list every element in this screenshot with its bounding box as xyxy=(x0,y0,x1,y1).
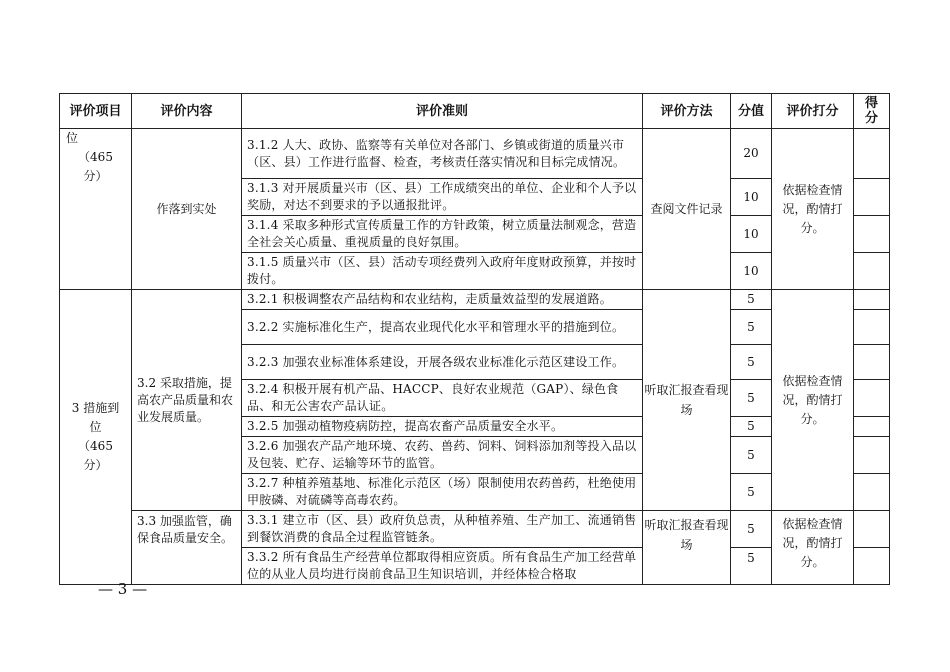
score-cell: 5 xyxy=(731,345,772,380)
category-cell-2 xyxy=(60,290,132,585)
category-top: 位 xyxy=(66,131,79,145)
obtained-cell[interactable] xyxy=(854,253,890,290)
header-obtained-label: 得分 xyxy=(864,96,878,126)
obtained-cell[interactable] xyxy=(854,548,890,585)
score-cell: 5 xyxy=(731,310,772,345)
criteria-cell: 3.3.2 所有食品生产经营单位都取得相应资质。所有食品生产加工经营单位的从业人员均进行岗前食品卫生知识培训，并经体检合格取 xyxy=(242,548,643,585)
criteria-cell: 3.2.6 加强农产品产地环境、农药、兽药、饲料、饲料添加剂等投入品以及包装、贮存、运输等环节的监管。 xyxy=(242,437,643,474)
obtained-cell[interactable] xyxy=(854,417,890,437)
category-points: （465 xyxy=(78,150,113,164)
obtained-cell[interactable] xyxy=(854,474,890,511)
score-cell: 20 xyxy=(731,129,772,179)
criteria-cell: 3.1.5 质量兴市（区、县）活动专项经费列入政府年度财政预算，并按时拨付。 xyxy=(242,253,643,290)
obtained-cell[interactable] xyxy=(854,129,890,179)
category-line2: 位 xyxy=(89,420,102,434)
header-score: 分值 xyxy=(731,94,772,129)
category-line1: 3 措施到 xyxy=(71,401,120,415)
criteria-cell: 3.2.5 加强动植物疫病防控，提高农畜产品质量安全水平。 xyxy=(242,417,643,437)
table-row xyxy=(60,511,890,548)
rating-cell-3: 依据检查情况，酌情打分。 xyxy=(772,511,854,585)
obtained-cell[interactable] xyxy=(854,310,890,345)
header-item: 评价项目 xyxy=(60,94,132,129)
score-cell: 5 xyxy=(731,548,772,585)
score-cell: 10 xyxy=(731,216,772,253)
method-cell-1: 查阅文件记录 xyxy=(643,129,731,290)
header-obtained xyxy=(854,94,890,129)
score-cell: 5 xyxy=(731,290,772,310)
criteria-cell: 3.2.7 种植养殖基地、标准化示范区（场）限制使用农药兽药，杜绝使用甲胺磷、对硫磷等高毒农药。 xyxy=(242,474,643,511)
criteria-cell: 3.2.3 加强农业标准体系建设，开展各级农业标准化示范区建设工作。 xyxy=(242,345,643,380)
header-content: 评价内容 xyxy=(132,94,242,129)
score-cell: 10 xyxy=(731,179,772,216)
criteria-cell: 3.1.2 人大、政协、监察等有关单位对各部门、乡镇或街道的质量兴市（区、县）工作进行监督、检查，考核责任落实情况和目标完成情况。 xyxy=(242,129,643,179)
content-cell-1: 作落到实处 xyxy=(132,129,242,290)
rating-cell-2: 依据检查情况，酌情打分。 xyxy=(772,290,854,511)
header-criteria: 评价准则 xyxy=(242,94,643,129)
score-cell: 5 xyxy=(731,474,772,511)
obtained-cell[interactable] xyxy=(854,290,890,310)
score-cell: 5 xyxy=(731,437,772,474)
score-cell: 5 xyxy=(731,380,772,417)
criteria-cell: 3.2.4 积极开展有机产品、HACCP、良好农业规范（GAP）、绿色食品、和无公害农产品认证。 xyxy=(242,380,643,417)
obtained-cell[interactable] xyxy=(854,437,890,474)
obtained-cell[interactable] xyxy=(854,216,890,253)
score-cell: 5 xyxy=(731,511,772,548)
criteria-cell: 3.2.2 实施标准化生产，提高农业现代化水平和管理水平的措施到位。 xyxy=(242,310,643,345)
rating-cell-1: 依据检查情况，酌情打分。 xyxy=(772,129,854,290)
category-points2: 分） xyxy=(83,169,108,183)
content-cell-2: 3.2 采取措施，提高农产品质量和农业发展质量。 xyxy=(132,290,242,511)
header-method: 评价方法 xyxy=(643,94,731,129)
table-row xyxy=(60,129,890,179)
obtained-cell[interactable] xyxy=(854,345,890,380)
obtained-cell[interactable] xyxy=(854,380,890,417)
criteria-cell: 3.2.1 积极调整农产品结构和农业结构，走质量效益型的发展道路。 xyxy=(242,290,643,310)
method-cell-2: 听取汇报查看现场 xyxy=(643,290,731,511)
criteria-cell: 3.1.4 采取多种形式宣传质量工作的方针政策，树立质量法制观念，营造全社会关心质量、重视质量的良好氛围。 xyxy=(242,216,643,253)
score-cell: 10 xyxy=(731,253,772,290)
header-rating: 评价打分 xyxy=(772,94,854,129)
criteria-cell: 3.3.1 建立市（区、县）政府负总责，从种植养殖、生产加工、流通销售到餐饮消费的食品全过程监管链条。 xyxy=(242,511,643,548)
header-row xyxy=(60,94,890,129)
page-number: — 3 — xyxy=(98,580,148,598)
obtained-cell[interactable] xyxy=(854,179,890,216)
criteria-cell: 3.1.3 对开展质量兴市（区、县）工作成绩突出的单位、企业和个人予以奖励，对达不到要求的予以通报批评。 xyxy=(242,179,643,216)
content-cell-3: 3.3 加强监管，确保食品质量安全。 xyxy=(132,511,242,585)
category-line3: （465 xyxy=(78,439,113,453)
score-cell: 5 xyxy=(731,417,772,437)
obtained-cell[interactable] xyxy=(854,511,890,548)
category-cell-1 xyxy=(60,129,132,290)
method-cell-3: 听取汇报查看现场 xyxy=(643,511,731,585)
category-line4: 分） xyxy=(83,458,108,472)
table-row xyxy=(60,290,890,310)
evaluation-table xyxy=(59,93,890,585)
